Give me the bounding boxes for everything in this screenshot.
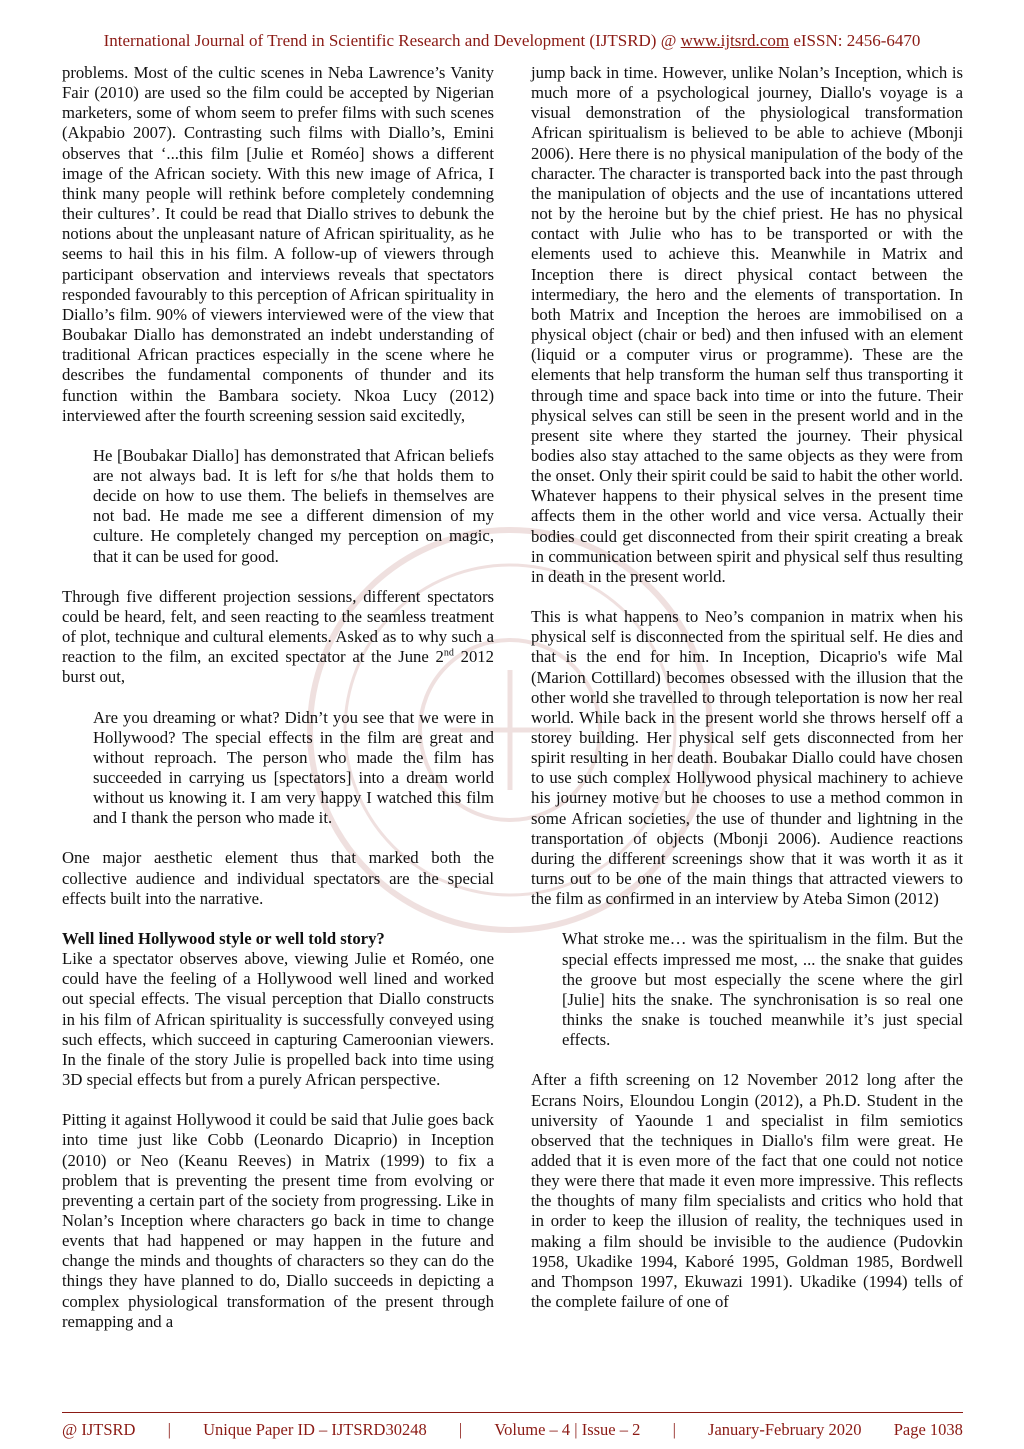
header-issn: eISSN: 2456-6470 — [793, 31, 921, 50]
footer-page-number: Page 1038 — [893, 1420, 963, 1439]
footer-journal: @ IJTSRD — [62, 1420, 136, 1439]
footer-volume: Volume – 4 | Issue – 2 — [494, 1420, 641, 1439]
paragraph: jump back in time. However, unlike Nolan’s Inception, which is much more of a psychological journey, Diallo's voyage is a visual demonstration of the physiological transformation African spiritualism is believed to be able to achieve (Mbonji 2006). Here there is no physical manipulation of the body of the character. The character is transported back into the past through the manipulation of objects and the use of incantations uttered not by the heroine but by the chief priest. He has no physical contact with Julie who has to be transported or with the elements used to achieve this. Meanwhile in Matrix and Inception there is direct physical contact between the intermediary, the hero and the elements of transportation. In both Matrix and Inception the heroes are immobilised on a physical object (chair or bed) and then infused with an element (liquid or a computer virus or programme). These are the elements that help transform the human self thus transporting it through time and space back into time or into the future. Their physical selves can still be seen in the present world and in the present site where they started the journey. Their physical bodies also stay attached to the same objects as they were from the onset. Only their spirit could be said to habit the other world. Whatever happens to their physical selves in the present time affects them in the other world and vice versa. Actually their bodies could get disconnected from their spirit creating a break in communication between spirit and physical self thus resulting in death in the present world. — [531, 63, 963, 586]
page-footer — [62, 1420, 963, 1440]
footer-rule — [62, 1412, 963, 1413]
paragraph: Pitting it against Hollywood it could be said that Julie goes back into time just like Cobb (Leonardo Dicaprio) in Inception (2010) or Neo (Keanu Reeves) in Matrix (1999) to fix a problem that is preventing the present time from evolving or preventing a certain part of the society from progressing. Like in Nolan’s Inception where characters go back in time to change events that had happened or may happen in the future and change the minds and thoughts of characters so they can do the things they have planned to do, Diallo succeeds in depicting a complex physiological transformation of the present through remapping and a — [62, 1110, 494, 1331]
footer-separator: | — [672, 1420, 676, 1439]
ordinal-suffix: nd — [443, 647, 454, 659]
paragraph: Like a spectator observes above, viewing Julie et Roméo, one could have the feeling of a Hollywood well lined and worked out special effects. The visual perception that Diallo constructs in his film of African spirituality is successfully conveyed using such effects, which succeed in capturing Cameroonian viewers. In the finale of the story Julie is propelled back into time using 3D special effects but from a purely African perspective. — [62, 949, 494, 1090]
paragraph: After a fifth screening on 12 November 2012 long after the Ecrans Noirs, Eloundou Longin (2012), a Ph.D. Student in the university of Yaounde 1 and specialist in film semiotics observed that the techniques in Diallo's film were great. He added that it is even more of the fact that one could not notice they were there that made it even more impressive. This reflects the thoughts of many film specialists and critics who hold that in order to keep the illusion of reality, the techniques used in making a film should be invisible to the audience (Pudovkin 1958, Ukadike 1994, Kaboré 1995, Goldman 1985, Bordwell and Thompson 1997, Ekuwazi 1991). Ukadike (1994) tells of the complete failure of one of — [531, 1070, 963, 1312]
block-quote: What stroke me… was the spiritualism in the film. But the special effects impressed me most, ... the snake that guides the groove but most especially the scene where the girl [Julie] hits the snake. The synchronisation is so real one thinks the snake is touched meanwhile it’s just special effects. — [562, 929, 963, 1050]
paragraph: problems. Most of the cultic scenes in Neba Lawrence’s Vanity Fair (2010) are used so the film could be accepted by Nigerian marketers, some of whom seem to prefer films with such scenes (Akpabio 2007). Contrasting such films with Diallo’s, Emini observes that ‘...this film [Julie et Roméo] shows a different image of the African society. With this new image of Africa, I think many people will rethink before completely condemning their cultures’. It could be read that Diallo strives to debunk the notions about the unpleasant nature of African spirituality, as he seems to hail this in his film. A follow-up of viewers through participant observation and interviews reveals that spectators responded favourably to this perception of African spirituality in Diallo’s film. 90% of viewers interviewed were of the view that Boubakar Diallo has demonstrated an indebt understanding of traditional African practices especially in the scene where he describes the fundamental components of thunder and its function within the Bambara society. Nkoa Lucy (2012) interviewed after the fourth screening session said excitedly, — [62, 63, 494, 425]
paragraph: One major aesthetic element thus that marked both the collective audience and individual spectators are the special effects built into the narrative. — [62, 848, 494, 908]
running-header — [0, 31, 1024, 51]
footer-separator: | — [167, 1420, 171, 1439]
footer-paper-id: Unique Paper ID – IJTSRD30248 — [203, 1420, 427, 1439]
paragraph-text: 2012 burst out, — [62, 647, 494, 687]
section-heading: Well lined Hollywood style or well told story? — [62, 928, 385, 948]
right-column — [531, 63, 963, 1312]
paragraph: This is what happens to Neo’s companion in matrix when his physical self is disconnected from the spiritual self. He dies and that is the end for him. In Inception, Dicaprio's wife Mal (Marion Cottillard) becomes obsessed with the illusion that the other world she travelled to through teleportation is now her real world. While back in the present world she throws herself off a storey building. Her physical self gets disconnected from her spirit resulting in her death. Boubakar Diallo could have chosen to use such complex Hollywood physical machinery to achieve his journey motive but he chooses to use a method common in some African societies, the use of thunder and lightning in the transportation of objects (Mbonji 2006). Audience reactions during the different screenings show that it was worth it as it turns out to be one of the main things that attracted viewers to the film as confirmed in an interview by Ateba Simon (2012) — [531, 607, 963, 909]
paragraph-text: Through five different projection sessions, different spectators could be heard, felt, and seen reacting to the seamless treatment of plot, technique and cultural elements. Asked as to why such a reaction to the film, an excited spectator at the June 2 — [62, 586, 494, 667]
footer-date: January-February 2020 — [708, 1420, 862, 1439]
header-journal-title: International Journal of Trend in Scientific Research and Development (IJTSRD) @ — [103, 31, 677, 50]
block-quote: Are you dreaming or what? Didn’t you see that we were in Hollywood? The special effects in the film are great and without reproach. The person who made the film has succeeded in carrying us [spectators] into a dream world without us knowing it. I am very happy I watched this film and I thank the person who made it. — [93, 707, 494, 828]
footer-separator: | — [458, 1420, 463, 1439]
block-quote: He [Boubakar Diallo] has demonstrated that African beliefs are not always bad. It is left for s/he that holds them to decide on how to use them. The beliefs in themselves are not bad. He made me see a different dimension of my culture. He completely changed my perception on magic, that it can be used for good. — [93, 445, 494, 566]
left-column — [62, 63, 494, 1332]
header-website-link[interactable]: www.ijtsrd.com — [680, 31, 790, 50]
paragraph — [62, 587, 494, 688]
